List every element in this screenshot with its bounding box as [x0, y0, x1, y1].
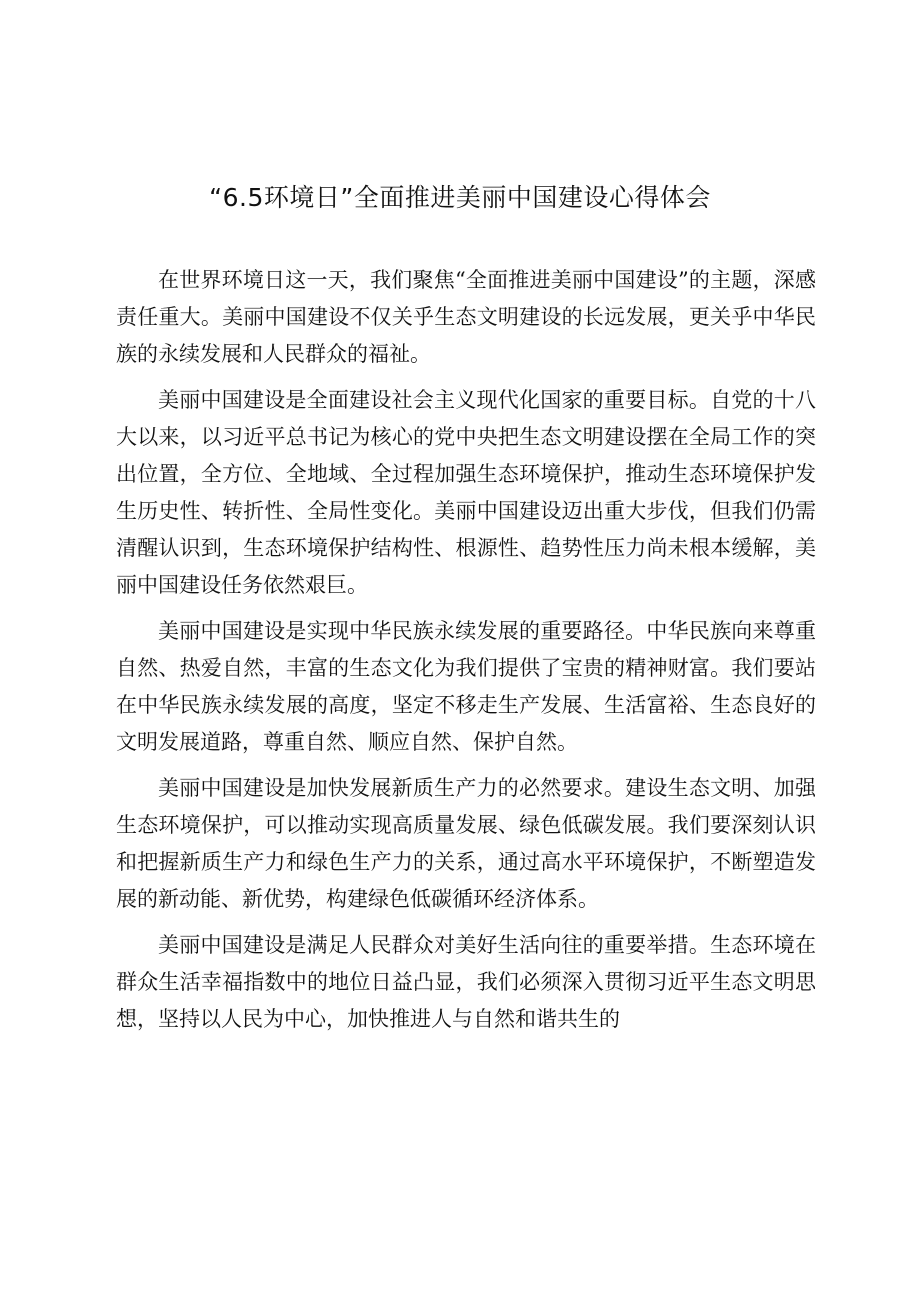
paragraph-2: 美丽中国建设是全面建设社会主义现代化国家的重要目标。自党的十八大以来，以习近平总书记为核心的党中央把生态文明建设摆在全局工作的突出位置，全方位、全地域、全过程加强生态环境保护，推动生态环境保护发生历史性、转折性、全局性变化。美丽中国建设迈出重大步伐，但我们仍需清醒认识到，生态环境保护结构性、根源性、趋势性压力尚未根本缓解，美丽中国建设任务依然艰巨。: [116, 388, 816, 597]
paragraph-1: 在世界环境日这一天，我们聚焦“全面推进美丽中国建设”的主题，深感责任重大。美丽中国建设不仅关乎生态文明建设的长远发展，更关乎中华民族的永续发展和人民群众的福祉。: [116, 268, 816, 366]
paragraph-4: 美丽中国建设是加快发展新质生产力的必然要求。建设生态文明、加强生态环境保护，可以推动实现高质量发展、绿色低碳发展。我们要深刻认识和把握新质生产力和绿色生产力的关系，通过高水平环境保护，不断塑造发展的新动能、新优势，构建绿色低碳循环经济体系。: [116, 776, 816, 911]
paragraph-5: 美丽中国建设是满足人民群众对美好生活向往的重要举措。生态环境在群众生活幸福指数中的地位日益凸显，我们必须深入贯彻习近平生态文明思想，坚持以人民为中心，加快推进人与自然和谐共生的: [116, 933, 816, 1031]
paragraph-3: 美丽中国建设是实现中华民族永续发展的重要路径。中华民族向来尊重自然、热爱自然，丰富的生态文化为我们提供了宝贵的精神财富。我们要站在中华民族永续发展的高度，坚定不移走生产发展、生活富裕、生态良好的文明发展道路，尊重自然、顺应自然、保护自然。: [116, 619, 816, 754]
document-title: “6.5环境日”全面推进美丽中国建设心得体会: [209, 183, 711, 212]
document-body: [116, 262, 816, 1047]
